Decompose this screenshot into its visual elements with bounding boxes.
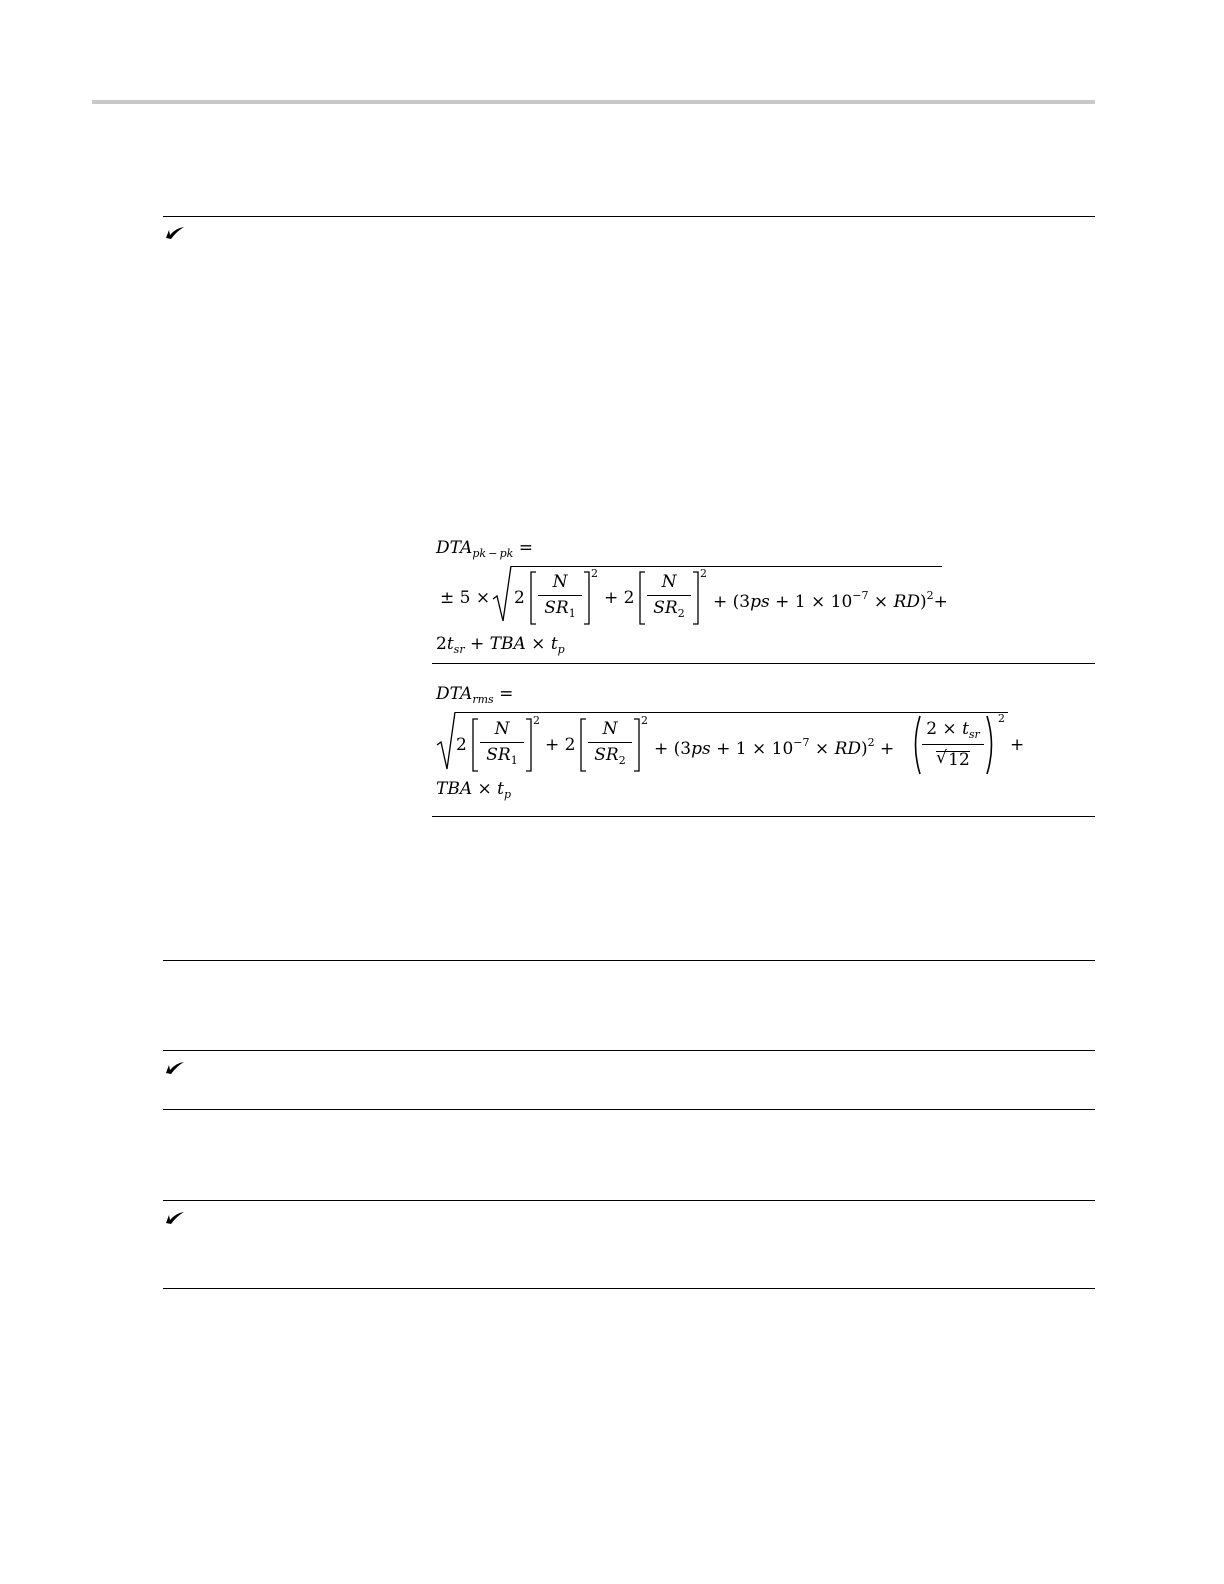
- note-check-icon: [164, 1059, 186, 1077]
- note3-top-rule: [163, 1200, 1095, 1201]
- sqrt-icon: [492, 565, 512, 625]
- note2-bottom-rule: [163, 1109, 1095, 1110]
- note-top-rule: [163, 216, 1095, 217]
- header-rule: [92, 100, 1095, 104]
- note2-top-rule: [163, 1050, 1095, 1051]
- sqrt-icon: [436, 711, 456, 773]
- eq-rms-line3: TBA × $t_p$: [436, 779, 512, 801]
- table-bottom-rule: [432, 816, 1095, 817]
- eq-pkpk-line3: $2t_{sr}$ + TBA × $t_p$: [436, 634, 565, 656]
- note3-bottom-rule: [163, 1288, 1095, 1289]
- note-check-icon: [164, 224, 186, 242]
- eq-pkpk-lhs: $DTA_{pk - pk}$ =: [436, 538, 534, 560]
- eq-rms-lhs: $DTA_{rms}$ =: [436, 684, 514, 706]
- equation-separator: [432, 663, 1095, 664]
- section-rule: [163, 960, 1095, 961]
- note-check-icon: [164, 1209, 186, 1227]
